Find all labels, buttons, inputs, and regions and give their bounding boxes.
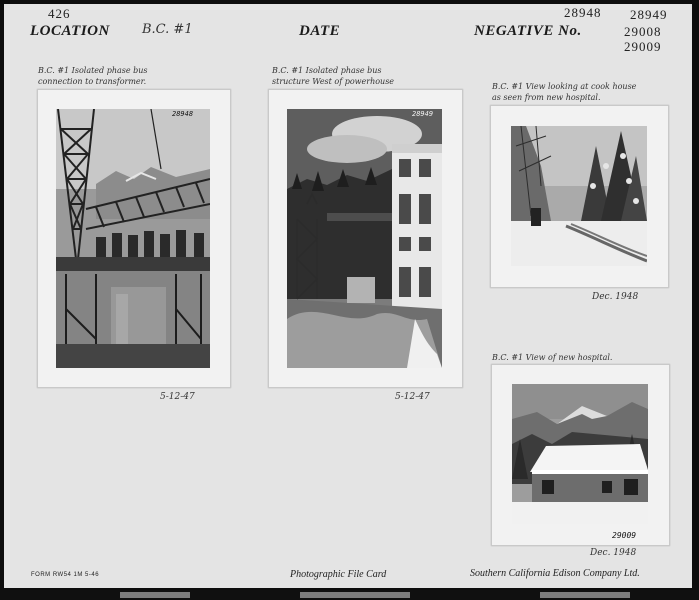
location-label: LOCATION — [30, 23, 110, 39]
photo-powerhouse — [287, 109, 442, 368]
negative-label: NEGATIVE No. — [474, 23, 582, 39]
photo-date: 5-12-47 — [160, 392, 195, 402]
negative-number: 28949 — [630, 7, 668, 22]
photo-negative-number: 28949 — [412, 110, 434, 118]
negative-number: 29008 — [624, 24, 662, 39]
card-number: 426 — [48, 6, 71, 21]
photo-caption: B.C. #1 Isolated phase bus — [38, 66, 148, 75]
form-code: FORM RW54 1M 5-46 — [31, 572, 100, 578]
photo-snow-road — [511, 126, 647, 266]
photo-caption: structure West of powerhouse — [272, 77, 395, 86]
photo-date: 5-12-47 — [395, 392, 430, 402]
photo-negative-number: 28948 — [172, 110, 194, 118]
card-title: Photographic File Card — [290, 569, 387, 580]
photo-date: Dec. 1948 — [592, 292, 639, 302]
company-name: Southern California Edison Company Ltd. — [470, 568, 640, 579]
film-edge-mark — [540, 592, 630, 598]
photo-negative-number: 29009 — [612, 531, 637, 540]
photo-caption: connection to transformer. — [38, 77, 147, 86]
film-edge-mark — [120, 592, 190, 598]
photo-substation-structure — [56, 109, 210, 368]
photo-caption: as seen from new hospital. — [492, 93, 601, 102]
photo-caption: B.C. #1 View of new hospital. — [492, 353, 613, 362]
film-edge-mark — [300, 592, 410, 598]
date-label: DATE — [299, 23, 341, 39]
photo-date: Dec. 1948 — [590, 548, 637, 558]
photo-caption: B.C. #1 Isolated phase bus — [272, 66, 382, 75]
photo-caption: B.C. #1 View looking at cook house — [492, 82, 637, 91]
location-value: B.C. #1 — [142, 22, 193, 37]
negative-number: 28948 — [564, 5, 602, 20]
photo-hospital-building — [512, 384, 648, 524]
negative-number: 29009 — [624, 39, 662, 54]
